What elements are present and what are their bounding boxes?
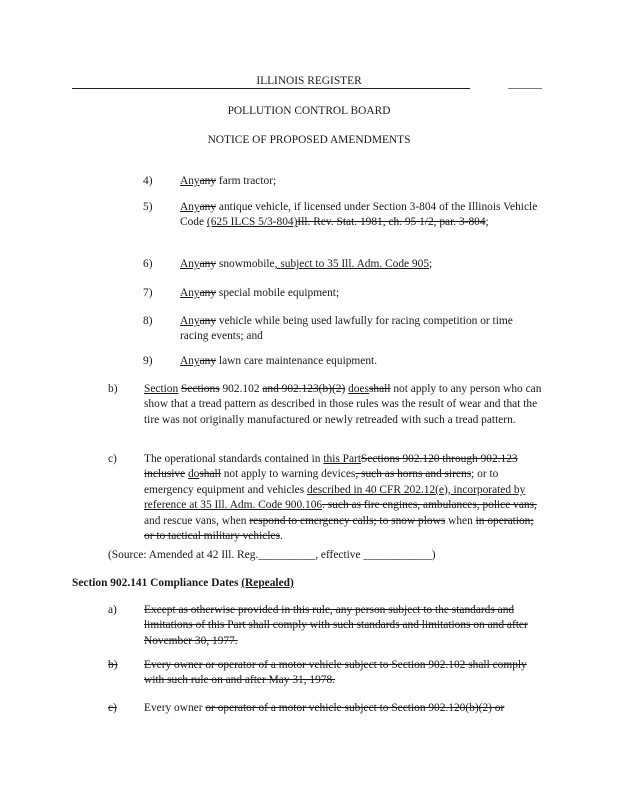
para-c: The operational standards contained in this PartSections 902.120 through 902.123 inclusive doshall not apply to warning devices, such as horns and sirens; or to emergency equipment and vehicles described in 40 CFR 202.12(e), incorporated by reference at 35 Ill. Adm. Code 900.106. such as fire engines, ambulances, police vans, and rescue vans, when respond to emergency calls; to snow plows when in operation; or to tactical military vehicles. (144, 453, 537, 543)
item-number: 5) (143, 201, 153, 213)
repealed-c: Every owner or operator of a motor vehicle subject to Section 902.120(b)(2) or (144, 702, 505, 714)
repealed-b: Every owner or operator of a motor vehicle subject to Section 902.102 shall comply with such rule on and after May 31, 1978. (144, 659, 527, 687)
source-note: (Source: Amended at 42 Ill. Reg.__________, effective ____________) (108, 549, 436, 561)
para-b: Section Sections 902.102 and 902.123(b)(2) doesshall not apply to any person who can show that a tread pattern as described in those rules was the result of wear and that the tire was not originally manufactured or newly retreaded with such a tread pattern. (144, 383, 542, 426)
item-number: 8) (143, 315, 153, 327)
list-item: Anyany special mobile equipment; (180, 287, 340, 299)
repealed-a-label: a) (108, 604, 117, 616)
repealed-c-label: c) (108, 702, 117, 714)
register-title: ILLINOIS REGISTER (256, 75, 362, 87)
item-number: 4) (143, 175, 153, 187)
item-number: 9) (143, 355, 153, 367)
board-title: POLLUTION CONTROL BOARD (227, 105, 391, 117)
list-item: Anyany antique vehicle, if licensed under Section 3-804 of the Illinois Vehicle Code (625 ILCS 5/3-804)Ill. Rev. Stat. 1981, ch. 95 1/2, par. 3-804; (180, 201, 538, 229)
section-heading: Section 902.141 Compliance Dates (Repealed) (72, 577, 294, 589)
repealed-a: Except as otherwise provided in this rule, any person subject to the standards and limitations of this Part shall comply with such standards and limitations on and after November 30, 1977. (144, 604, 528, 647)
list-item: Anyany lawn care maintenance equipment. (180, 355, 378, 367)
repealed-b-label: b) (108, 659, 118, 671)
para-b-label: b) (108, 383, 118, 395)
notice-title: NOTICE OF PROPOSED AMENDMENTS (207, 134, 411, 146)
item-number: 6) (143, 258, 153, 270)
list-item: Anyany vehicle while being used lawfully for racing competition or time racing events; and (180, 315, 513, 343)
list-item: Anyany snowmobile, subject to 35 Ill. Adm. Code 905; (180, 258, 433, 270)
para-c-label: c) (108, 453, 117, 465)
item-number: 7) (143, 287, 153, 299)
list-item: Anyany farm tractor; (180, 175, 277, 187)
